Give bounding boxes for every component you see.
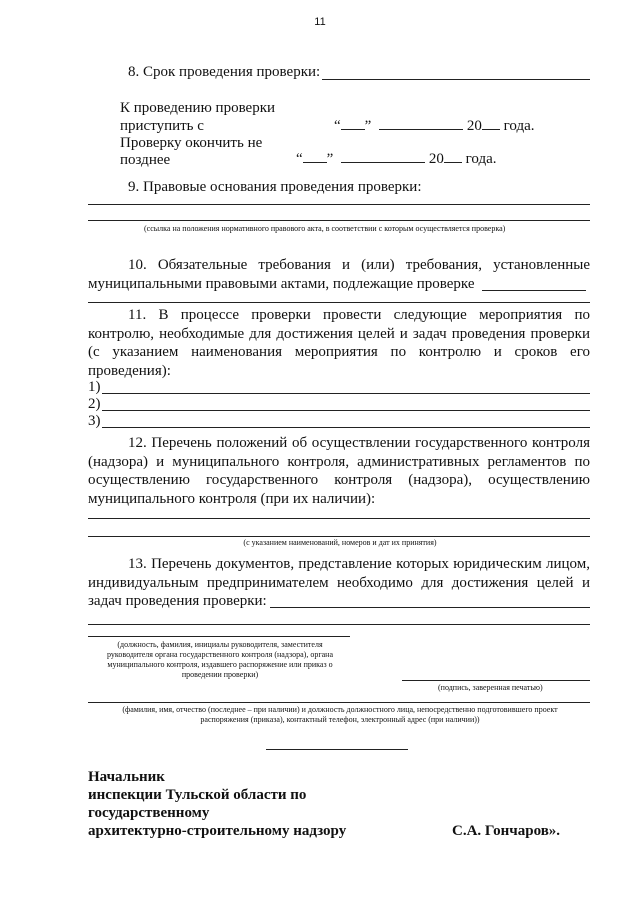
footer-title-4: архитектурно-строительному надзору — [88, 823, 347, 839]
item11-block — [88, 306, 590, 380]
item11-line-1 — [102, 393, 590, 394]
start-year-suffix: года. — [503, 118, 535, 134]
signature-preparer-line — [88, 702, 590, 703]
closing-divider — [266, 749, 408, 750]
item11-list-2: 2) — [88, 396, 101, 412]
item11-line-3 — [102, 427, 590, 428]
end-day-close-quote: ” — [326, 151, 334, 167]
footer-title-1: Начальник — [88, 769, 165, 785]
item10-line-2 — [88, 302, 590, 303]
item10-line-1 — [482, 290, 586, 291]
start-month-blank — [379, 129, 463, 130]
signature-note-left-4: проведении проверки) — [181, 670, 259, 679]
page-number: 11 — [314, 16, 326, 28]
item8-label: 8. Срок проведения проверки: — [128, 64, 321, 80]
end-year-blank — [444, 162, 462, 163]
end-year-prefix: 20 — [428, 151, 444, 167]
signature-note-bottom — [60, 705, 620, 725]
footer-signatory-name: С.А. Гончаров». — [452, 823, 561, 839]
signature-note-bottom-2: распоряжения (приказа), контактный телефон, электронный адрес (при наличии)) — [200, 715, 480, 724]
item8-start-label-1: К проведению проверки — [120, 100, 276, 116]
signature-note-bottom-1: (фамилия, имя, отчество (последнее – при наличии) и должность должностного лица, непосредственно подготовившего проект — [122, 705, 558, 714]
item12-line-1 — [88, 518, 590, 519]
signature-note-left-2: руководителя органа государственного контроля (надзора), органа — [107, 650, 333, 659]
start-day-open-quote: “ — [334, 118, 341, 134]
start-year-prefix: 20 — [466, 118, 482, 134]
end-month-blank — [341, 162, 425, 163]
item12-text: 12. Перечень положений об осуществлении государственного контроля (надзора) и муниципального контроля, административных регламентов по осуществлению государственного контроля (надзора), осуществлению муниципального контроля (при их наличии): — [88, 435, 590, 507]
start-day-close-quote: ” — [364, 118, 372, 134]
item8-end-label-2: позднее — [120, 152, 171, 168]
item12-note: (с указанием наименований, номеров и дат их принятия) — [243, 538, 437, 547]
item11-text: 11. В процессе проверки провести следующие мероприятия по контролю, необходимые для достижения целей и задач проведения проверки (с указанием наименования мероприятия по контролю и сроков его проведения): — [88, 307, 590, 379]
item12-block — [88, 434, 590, 508]
end-day-open-quote: “ — [296, 151, 303, 167]
start-year-blank — [482, 129, 500, 130]
item9-line-1 — [88, 204, 590, 205]
item13-line-1 — [270, 607, 590, 608]
item13-block — [88, 555, 590, 611]
end-day-blank — [303, 162, 327, 163]
item13-line-2 — [88, 624, 590, 625]
signature-sign-line — [402, 680, 590, 681]
item8-term-line — [322, 79, 590, 80]
start-day-blank — [341, 129, 365, 130]
item9-label: 9. Правовые основания проведения проверки: — [128, 179, 422, 195]
item9-line-2 — [88, 220, 590, 221]
start-date-row — [334, 117, 534, 136]
end-date-row — [296, 150, 496, 169]
signature-note-left — [60, 640, 380, 680]
item11-line-2 — [102, 410, 590, 411]
item13-text: 13. Перечень документов, представление которых юридическим лицом, индивидуальным предпринимателем необходимо для достижения целей и задач проведения проверки: — [88, 556, 590, 609]
signature-note-left-1: (должность, фамилия, инициалы руководителя, заместителя — [117, 640, 323, 649]
signature-note-right: (подпись, заверенная печатью) — [438, 683, 543, 692]
item8-start-label-2: приступить с — [120, 118, 204, 134]
signature-note-left-3: муниципального контроля, издавшего распоряжение или приказ о — [107, 660, 333, 669]
item12-line-2 — [88, 536, 590, 537]
item8-end-label-1: Проверку окончить не — [120, 135, 263, 151]
item10-text: 10. Обязательные требования и (или) требования, установленные муниципальными правовыми актами, подлежащие проверке — [88, 257, 590, 292]
item9-note: (ссылка на положения нормативного правового акта, в соответствии с которым осуществляется проверка) — [144, 224, 506, 233]
end-year-suffix: года. — [465, 151, 497, 167]
item11-list-1: 1) — [88, 379, 101, 395]
footer-title-2: инспекции Тульской области по — [88, 787, 307, 803]
signature-official-line — [88, 636, 350, 637]
item11-list-3: 3) — [88, 413, 101, 429]
footer-title-3: государственному — [88, 805, 210, 821]
